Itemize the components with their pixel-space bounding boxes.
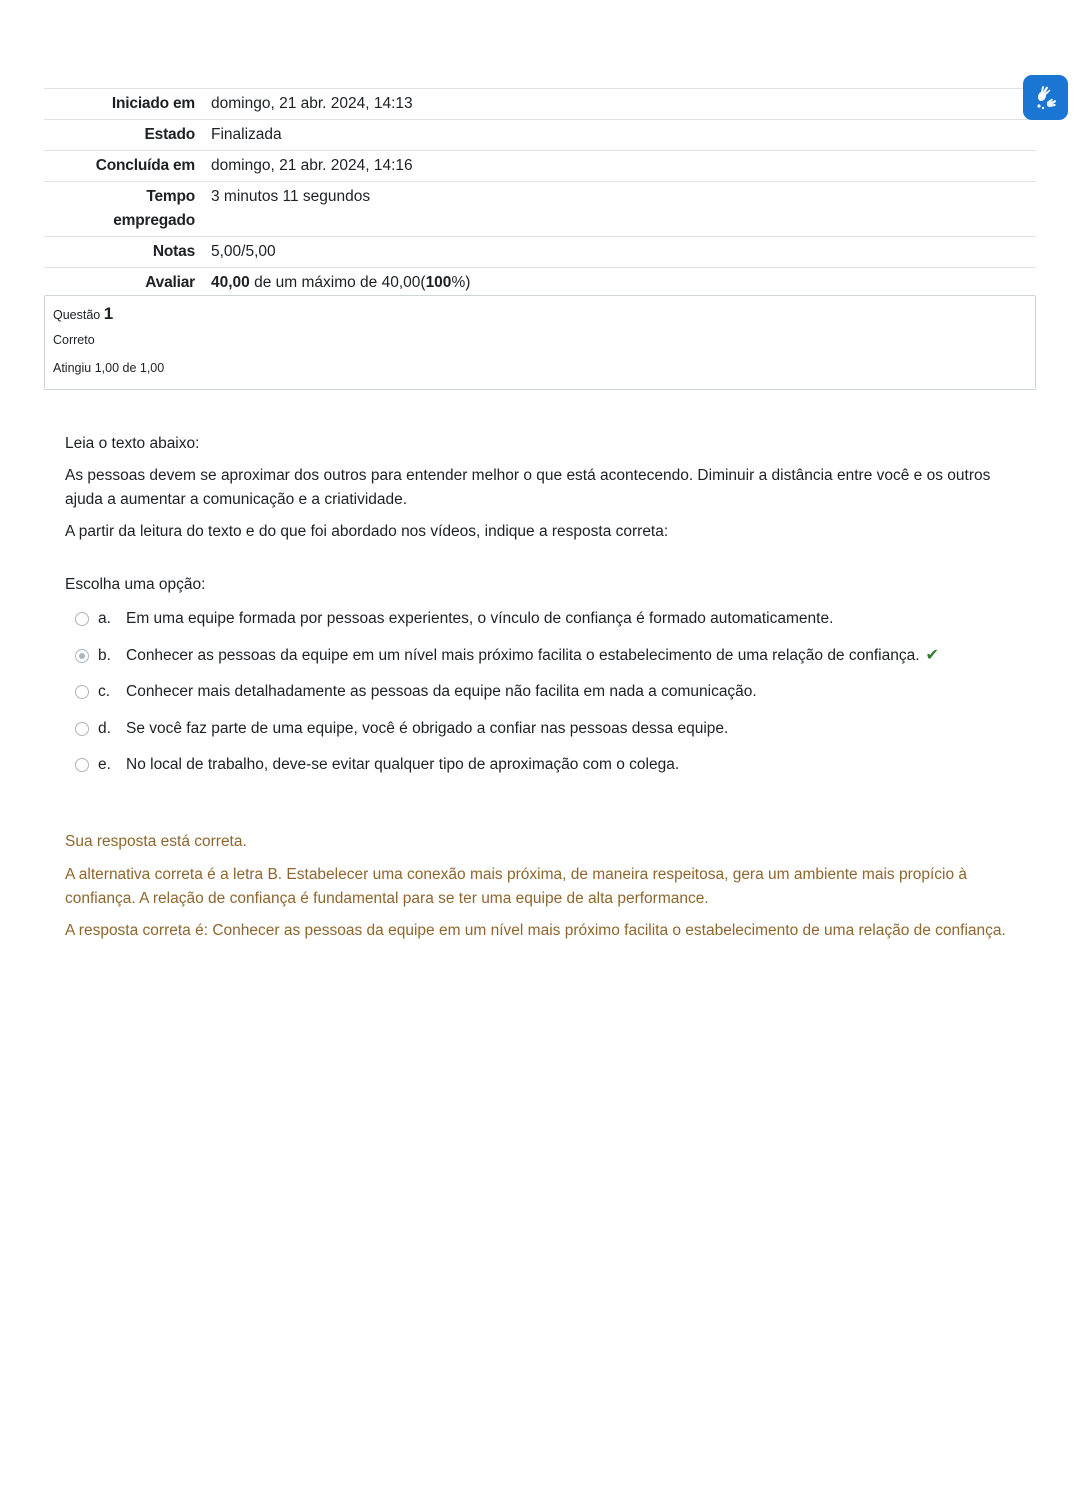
radio-button[interactable] [75, 758, 89, 772]
option-text: Se você faz parte de uma equipe, você é obrigado a confiar nas pessoas dessa equipe. [126, 719, 729, 737]
summary-label: Notas [152, 243, 195, 260]
vlibras-accessibility-button[interactable] [1023, 75, 1068, 120]
option-letter: a. [98, 610, 111, 628]
feedback-right-answer: A resposta correta é: Conhecer as pessoas da equipe em um nível mais próximo facilita o estabelecimento de uma relação de confiança. [65, 922, 1006, 939]
grade-value: 40,00 [211, 274, 250, 291]
question-text: As pessoas devem se aproximar dos outros para entender melhor o que está acontecendo. Diminuir a distância entre você e os outros ajuda a aumentar a comunicação e a criatividade. [65, 467, 991, 508]
summary-label: Concluída em [95, 157, 195, 174]
option-letter: e. [98, 756, 111, 774]
summary-row-state [44, 120, 1036, 151]
radio-button[interactable] [75, 722, 89, 736]
summary-value: domingo, 21 abr. 2024, 14:16 [211, 157, 413, 174]
correct-check-icon: ✔ [925, 646, 939, 664]
summary-label: Tempo empregado [113, 188, 195, 229]
summary-value: 3 minutos 11 segundos [211, 188, 371, 205]
radio-button-selected[interactable] [75, 649, 89, 663]
summary-row-marks [44, 237, 1036, 268]
option-text: Em uma equipe formada por pessoas experientes, o vínculo de confiança é formado automaticamente. [126, 610, 834, 628]
summary-value: Finalizada [211, 126, 282, 143]
question-state: Correto [53, 333, 95, 347]
option-c[interactable] [65, 674, 1025, 711]
quiz-summary-table [44, 88, 1036, 298]
feedback-status: Sua resposta está correta. [65, 833, 247, 850]
question-intro: Leia o texto abaixo: [65, 435, 200, 452]
choose-option-label: Escolha uma opção: [65, 576, 206, 593]
question-grade: Atingiu 1,00 de 1,00 [53, 361, 165, 375]
option-e[interactable] [65, 747, 1025, 784]
option-letter: b. [98, 646, 111, 664]
option-letter: d. [98, 719, 111, 737]
option-text: Conhecer mais detalhadamente as pessoas da equipe não facilita em nada a comunicação. [126, 683, 757, 701]
radio-button[interactable] [75, 612, 89, 626]
feedback-general: A alternativa correta é a letra B. Estabelecer uma conexão mais próxima, de maneira respeitosa, gera um ambiente mais propício à confiança. A relação de confiança é fundamental para se ter uma equipe de alta performance. [65, 866, 968, 907]
option-a[interactable] [65, 601, 1025, 638]
question-content [65, 432, 1025, 784]
option-letter: c. [98, 683, 111, 701]
summary-value: domingo, 21 abr. 2024, 14:13 [211, 95, 413, 112]
option-text: No local de trabalho, deve-se evitar qualquer tipo de aproximação com o colega. [126, 756, 680, 774]
summary-label: Avaliar [145, 274, 195, 291]
option-text: Conhecer as pessoas da equipe em um nível mais próximo facilita o estabelecimento de uma relação de confiança. [126, 646, 920, 664]
question-info-box [44, 295, 1036, 390]
answer-options [65, 601, 1025, 784]
question-number-value: 1 [103, 304, 114, 323]
summary-row-started [44, 89, 1036, 120]
summary-value: 5,00/5,00 [211, 243, 276, 260]
question-number [53, 304, 1027, 325]
feedback-panel [65, 830, 1025, 951]
option-b[interactable] [65, 638, 1025, 675]
summary-label: Estado [144, 126, 195, 143]
summary-label: Iniciado em [111, 95, 195, 112]
summary-row-completed [44, 151, 1036, 182]
radio-button[interactable] [75, 685, 89, 699]
question-prefix: Questão [53, 308, 101, 322]
grade-percent: 100 [425, 274, 452, 291]
option-d[interactable] [65, 711, 1025, 748]
summary-row-time-taken [44, 182, 1036, 237]
grade-middle: de um máximo de 40,00( [249, 274, 426, 291]
grade-end: %) [451, 274, 471, 291]
vlibras-hands-icon [1032, 84, 1060, 112]
summary-value [204, 268, 1036, 299]
summary-row-grade [44, 268, 1036, 299]
question-prompt: A partir da leitura do texto e do que foi abordado nos vídeos, indique a resposta correta: [65, 523, 669, 540]
